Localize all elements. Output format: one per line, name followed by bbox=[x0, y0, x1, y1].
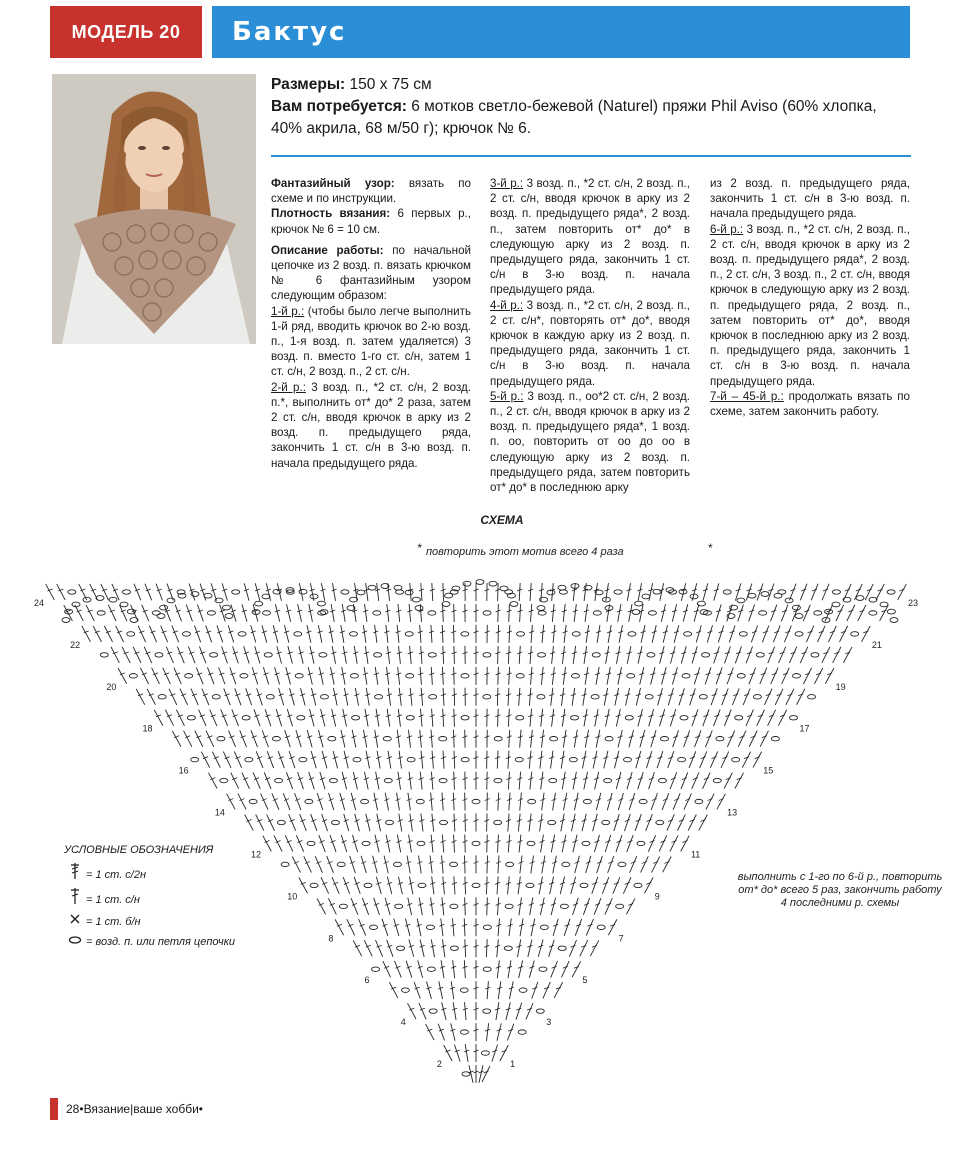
instructions-column-2 bbox=[490, 176, 690, 495]
legend-item bbox=[64, 862, 274, 887]
row-number-right: 11 bbox=[690, 849, 701, 860]
row-number-right: 17 bbox=[799, 723, 810, 734]
density-label: Плотность вязания: bbox=[271, 207, 391, 221]
pattern-text: вязать по схеме и по инструкции. bbox=[271, 177, 471, 206]
legend-text: = 1 ст. б/н bbox=[86, 916, 141, 928]
row-4-text: 3 возд. п., *2 ст. с/н, 2 возд. п., 2 ст. с/н*, повторять от* до*, вводя крючок в каждую арку из 2 возд. п. предыдущего ряда, закончить 1 ст. с/н в 3-ю возд. п. начала предыдущего ряда. bbox=[490, 298, 690, 388]
size-line bbox=[271, 74, 911, 96]
footer-pipe: | bbox=[130, 1102, 134, 1116]
row-6-text: 3 возд. п., *2 ст. с/н, 2 возд. п., 2 ст. с/н, вводя крючок в арку из 2 возд. п. предыдущего ряда*, 2 возд. п., 2 ст. с/н, 3 возд. п., 2 ст. с/н, вводя крючок в следующую арку из 2 возд. п. предыдущего ряда, 2 возд. п., затем повторить от* до*, вводя крючок в последнюю арку из 2 возд. п. предыдущего ряда, закончить 1 ст. с/н в 3-ю возд. п. начала предыдущего ряда. bbox=[710, 222, 910, 388]
row-number-left: 24 bbox=[33, 598, 44, 608]
materials-value: 6 мотков светло-бежевой (Naturel) пряжи Phil Aviso (60% хлопка, 40% акрила, 68 м/50 г); крючок № 6. bbox=[271, 98, 877, 137]
size-value: 150 х 75 см bbox=[345, 76, 432, 93]
row-number-right: 5 bbox=[582, 975, 588, 986]
page-footer bbox=[50, 1098, 203, 1120]
row-number-left: 8 bbox=[328, 933, 334, 944]
row-number-right: 7 bbox=[618, 933, 624, 944]
single-crochet-icon bbox=[64, 912, 86, 932]
page-number: 28 bbox=[66, 1102, 80, 1116]
row-number-left: 2 bbox=[436, 1059, 442, 1070]
row-number-right: 1 bbox=[510, 1059, 516, 1070]
row-number-left: 12 bbox=[251, 849, 262, 860]
row-number-right: 3 bbox=[546, 1017, 552, 1028]
model-photo bbox=[52, 74, 256, 344]
legend-text: = 1 ст. с/2н bbox=[86, 868, 147, 881]
header-bar bbox=[50, 6, 910, 58]
row-number-right: 19 bbox=[835, 681, 846, 692]
page-title: Бактус bbox=[232, 17, 347, 47]
density-text: 6 первых р., крючок № 6 = 10 см. bbox=[271, 207, 471, 236]
row-number-left: 20 bbox=[106, 681, 117, 692]
model-badge: МОДЕЛЬ 20 bbox=[50, 6, 202, 58]
row-5-label: 5-й р.: bbox=[490, 389, 524, 403]
legend-text: = 1 ст. с/н bbox=[86, 893, 140, 906]
materials-label: Вам потребуется: bbox=[271, 98, 407, 115]
row-number-left: 22 bbox=[70, 639, 81, 650]
row-1-text: (чтобы было легче выполнить 1-й ряд, вводить крючок во 2-ю возд. п., 1-я возд. п. затем удаляется) 3 возд. п. вместо 1-го ст. с/н, затем 1 ст. с/н, 2 возд. п., 2 ст. с/н. bbox=[271, 304, 471, 379]
size-label: Размеры: bbox=[271, 76, 346, 93]
row-number-right: 13 bbox=[727, 807, 738, 818]
instruction-line-3: 4 последними р. схемы bbox=[780, 897, 900, 909]
rows-3-5-paragraph bbox=[490, 176, 690, 495]
row-number-right: 15 bbox=[763, 765, 774, 776]
legend-item bbox=[64, 932, 274, 952]
repeat-star-right: * bbox=[708, 541, 713, 555]
row-7-45-text: продолжать вязать по схеме, затем закончить работу. bbox=[710, 389, 910, 419]
pattern-label: Фантазийный узор: bbox=[271, 177, 395, 190]
row-2-text: 3 возд. п., *2 ст. с/н, 2 возд. п.*, выполнить от* до* 2 раза, затем 2 ст. с/н, вводя крючок в арку из 2 возд. п. предыдущего ряда, закончить 1 ст. с/н в 3-ю возд. п. начала предыдущего ряда. bbox=[271, 380, 471, 470]
row-number-left: 4 bbox=[400, 1017, 406, 1028]
footer-separator: • bbox=[79, 1102, 84, 1116]
repeat-star-left: * bbox=[417, 541, 422, 555]
footer-accent-bar bbox=[50, 1098, 58, 1120]
half-double-crochet-icon bbox=[64, 862, 86, 887]
row-1-label: 1-й р.: bbox=[271, 304, 305, 318]
description-label: Описание работы: bbox=[271, 243, 384, 257]
description-paragraph bbox=[271, 243, 471, 471]
row-7-45-label: 7-й – 45-й р.: bbox=[710, 389, 784, 403]
legend-text: = возд. п. или петля цепочки bbox=[86, 936, 236, 948]
instructions-column-3 bbox=[710, 176, 910, 419]
legend-item bbox=[64, 912, 274, 932]
row-3-text: 3 возд. п., *2 ст. с/н, 2 возд. п., 2 ст. с/н, вводя крючок в арку из 2 возд. п. предыдущего ряда*, 2 возд. п., затем повторить от* до* в следующую арку из 2 возд. п. предыдущего ряда, закончить 1 ст. с/н в 3-ю возд. п. начала предыдущего ряда. bbox=[490, 177, 690, 297]
magazine-name: Вязание bbox=[83, 1102, 131, 1116]
legend bbox=[64, 840, 274, 952]
footer-separator: • bbox=[198, 1102, 203, 1116]
chain-stitch-icon bbox=[64, 932, 86, 952]
double-crochet-icon bbox=[64, 887, 86, 912]
description-text: по начальной цепочке из 2 возд. п. вязать крючком № 6 фантазийным узором следующим образом: bbox=[271, 243, 471, 303]
legend-title: УСЛОВНЫЕ ОБОЗНАЧЕНИЯ bbox=[64, 844, 214, 856]
row-number-left: 10 bbox=[287, 891, 298, 902]
crochet-diagram bbox=[33, 512, 943, 1092]
row-number-right: 9 bbox=[654, 891, 660, 902]
instruction-line-2: от* до* всего 5 раз, закончить работу bbox=[738, 884, 942, 896]
row-number-right: 23 bbox=[908, 598, 919, 608]
diagram-title: СХЕМА bbox=[480, 513, 524, 527]
row-2-label: 2-й р.: bbox=[271, 380, 306, 394]
row-number-left: 16 bbox=[178, 765, 189, 776]
magazine-subtitle: ваше хобби bbox=[133, 1102, 199, 1116]
specs-block bbox=[271, 74, 911, 140]
instruction-line-1: выполнить с 1-го по 6-й р., повторить bbox=[737, 871, 943, 883]
rows-6-45-paragraph bbox=[710, 176, 910, 419]
row-4-label: 4-й р.: bbox=[490, 298, 524, 312]
continuation-text: из 2 возд. п. предыдущего ряда, закончить 1 ст. с/н в 3-ю возд. п. начала предыдущего ряда. bbox=[710, 177, 910, 221]
row-number-left: 18 bbox=[142, 723, 153, 734]
stitch-field bbox=[46, 580, 907, 1083]
materials-line bbox=[271, 96, 911, 140]
row-3-label: 3-й р.: bbox=[490, 177, 524, 190]
title-band bbox=[212, 6, 910, 58]
row-number-right: 21 bbox=[871, 639, 882, 650]
instructions-column-1 bbox=[271, 176, 471, 477]
diagram-svg bbox=[33, 512, 943, 1092]
divider-rule bbox=[271, 155, 911, 157]
row-number-left: 14 bbox=[214, 807, 225, 818]
pattern-paragraph bbox=[271, 176, 471, 237]
row-5-text: 3 возд. п., оо*2 ст. с/н, 2 возд. п., 2 ст. с/н, вводя крючок в арку из 2 возд. п. предыдущего ряда*, 1 возд. п. оо, повторить от оо до оо в следующую арку из 2 возд. п. предыдущего ряда, затем повторить от* до* в последнюю арку bbox=[490, 389, 690, 495]
row-6-label: 6-й р.: bbox=[710, 222, 744, 236]
legend-item bbox=[64, 887, 274, 912]
photo-illustration bbox=[52, 74, 256, 344]
repeat-note: повторить этот мотив всего 4 раза bbox=[426, 546, 624, 558]
row-number-left: 6 bbox=[364, 975, 370, 986]
